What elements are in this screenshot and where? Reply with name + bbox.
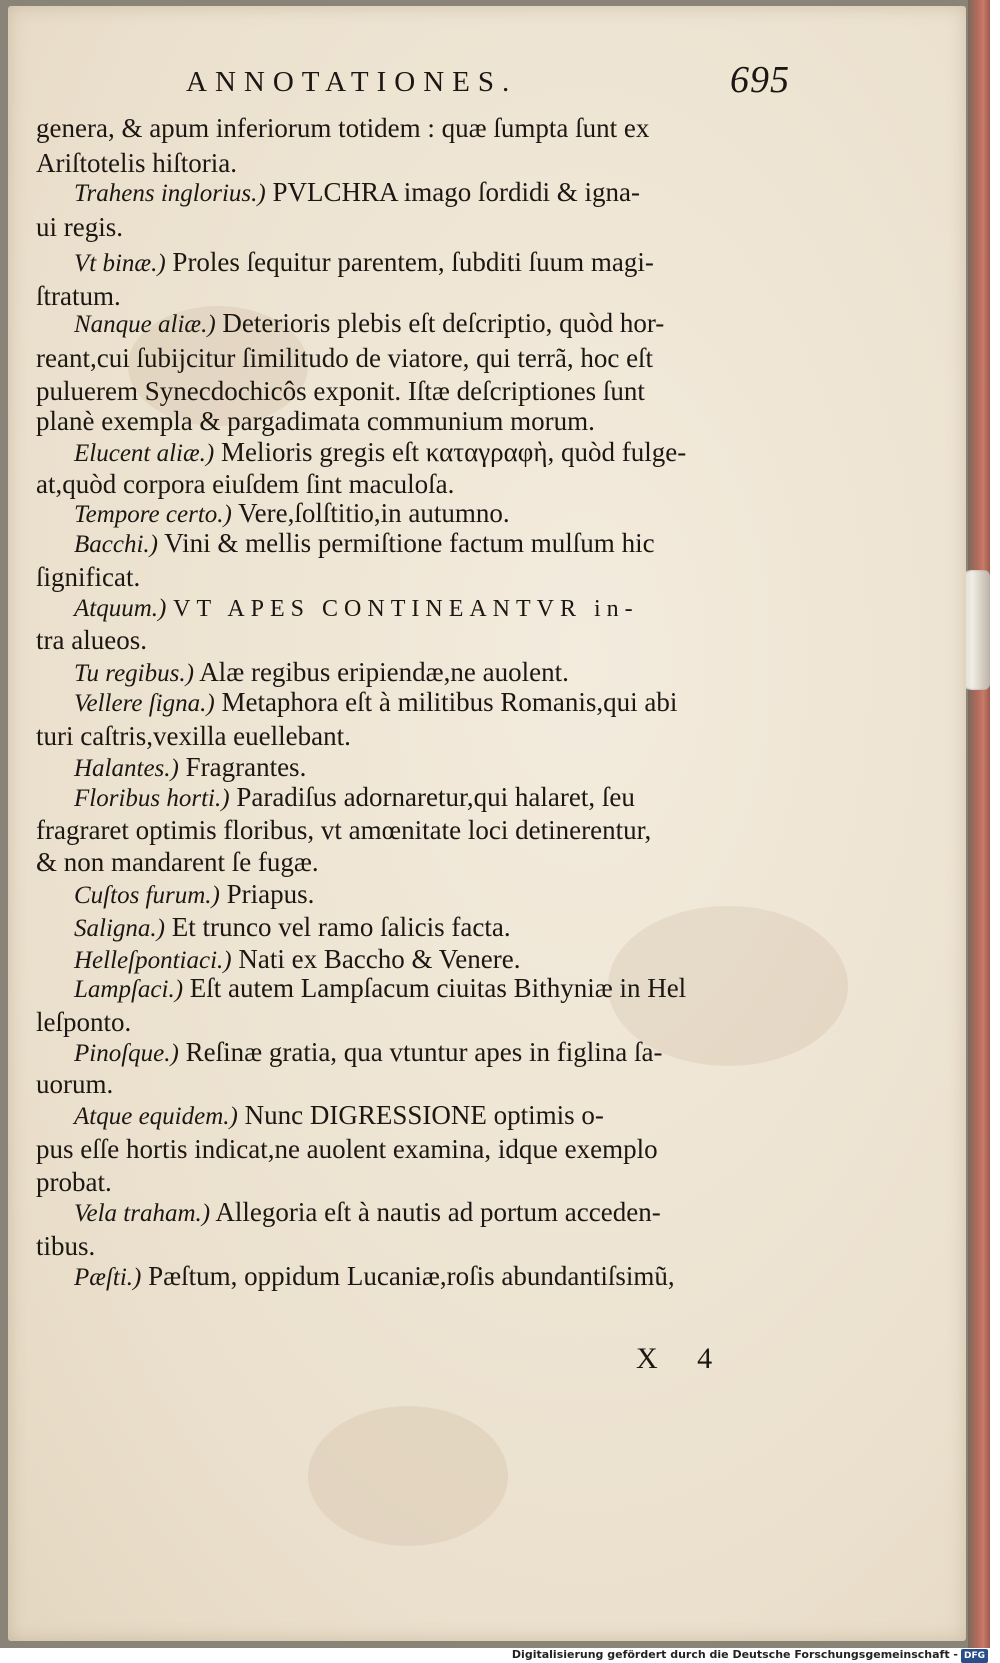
line-text: tra alueos. — [36, 625, 147, 655]
line-text: Fragrantes. — [185, 752, 307, 782]
text-line — [74, 436, 834, 470]
digitization-credit — [512, 1648, 988, 1663]
line-text: Et trunco vel ramo ſalicis facta. — [171, 912, 511, 942]
line-text: pus eſſe hortis indicat,ne auolent examina, idque exemplo — [36, 1134, 658, 1164]
lemma: Cuſtos furum.) — [74, 882, 220, 909]
text-line — [74, 591, 834, 625]
line-text: uorum. — [36, 1069, 114, 1099]
lemma: Atquum.) — [74, 595, 167, 622]
lemma: Vellere ſigna.) — [74, 690, 215, 717]
text-line — [74, 781, 834, 815]
line-text: turi caſtris,vexilla euellebant. — [36, 721, 351, 751]
line-text: Priapus. — [226, 879, 315, 909]
line-text: ſignificat. — [36, 562, 141, 592]
book-page — [8, 6, 966, 1641]
line-text: Pæſtum, oppidum Lucaniæ,roſis abundantiſsimũ, — [148, 1261, 675, 1291]
lemma: Lampſaci.) — [74, 976, 184, 1003]
text-line — [36, 211, 796, 243]
text-line — [74, 176, 834, 210]
line-text: tibus. — [36, 1231, 96, 1261]
lemma: Vela traham.) — [74, 1200, 211, 1227]
text-line — [74, 751, 834, 785]
text-line — [74, 527, 834, 561]
text-line — [36, 1068, 796, 1100]
lemma: Helleſpontiaci.) — [74, 947, 232, 974]
line-text: planè exempla & pargadimata communium morum. — [36, 406, 595, 436]
lemma: Floribus horti.) — [74, 785, 230, 812]
text-line — [36, 1230, 796, 1262]
lemma: Saligna.) — [74, 915, 165, 942]
line-text: probat. — [36, 1167, 112, 1197]
foxing-spot — [308, 1406, 508, 1546]
gathering-signature: X 4 — [636, 1342, 729, 1375]
credit-text: Digitalisierung gefördert durch die Deutsche Forschungsgemeinschaft - — [511, 1648, 958, 1661]
text-line — [74, 497, 834, 531]
text-line — [74, 878, 834, 912]
line-text: Deterioris plebis eſt deſcriptio, quòd hor- — [222, 308, 665, 338]
text-line — [36, 342, 796, 374]
lemma: Nanque aliæ.) — [74, 311, 216, 338]
lemma: Pinoſque.) — [74, 1040, 179, 1067]
text-line — [36, 1166, 796, 1198]
text-line — [36, 375, 796, 407]
line-text: Alæ regibus eripiendæ,ne auolent. — [199, 657, 569, 687]
line-text: genera, & apum inferiorum totidem : quæ ſumpta ſunt ex — [36, 113, 650, 143]
line-text: Vere,ſolſtitio,in autumno. — [238, 498, 510, 528]
lemma: Elucent aliæ.) — [74, 440, 215, 467]
text-line — [74, 656, 834, 690]
line-text: Vini & mellis permiſtione factum mulſum hic — [164, 528, 655, 558]
lemma: Trahens inglorius.) — [74, 180, 266, 207]
text-line — [36, 112, 796, 144]
line-text: at,quòd corpora eiuſdem ſint maculoſa. — [36, 469, 455, 499]
lemma: Bacchi.) — [74, 531, 158, 558]
text-line — [36, 1006, 796, 1038]
text-line — [36, 405, 796, 437]
dfg-logo: DFG — [961, 1649, 988, 1663]
line-text: Ariſtotelis hiſtoria. — [36, 148, 237, 178]
text-line — [36, 147, 796, 179]
line-text: VT APES CONTINEANTVR in- — [173, 596, 639, 622]
line-text: reant,cui ſubijcitur ſimilitudo de viatore, qui terrã, hoc eſt — [36, 343, 654, 373]
line-text: fragraret optimis floribus, vt amœnitate loci detinerentur, — [36, 815, 652, 845]
page-edges — [968, 0, 990, 1648]
line-text: Melioris gregis eſt καταγραφὴ, quòd fulge- — [221, 437, 687, 467]
running-header: ANNOTATIONES. — [186, 66, 518, 98]
text-line — [36, 846, 796, 878]
text-line — [74, 1260, 834, 1294]
lemma: Tempore certo.) — [74, 501, 232, 528]
text-line — [74, 911, 834, 945]
line-text: Nati ex Baccho & Venere. — [238, 944, 521, 974]
text-line — [74, 307, 834, 341]
lemma: Halantes.) — [74, 755, 179, 782]
page-number: 695 — [730, 59, 790, 101]
text-line — [74, 1196, 834, 1230]
line-text: puluerem Synecdochicôs exponit. Iſtæ deſcriptiones ſunt — [36, 376, 645, 406]
line-text: Reſinæ gratia, qua vtuntur apes in figlina ſa- — [185, 1037, 663, 1067]
line-text: ui regis. — [36, 212, 123, 242]
text-line — [74, 1036, 834, 1070]
text-line — [36, 720, 796, 752]
line-text: Proles ſequitur parentem, ſubditi ſuum magi- — [172, 247, 654, 277]
line-text: & non mandarent ſe fugæ. — [36, 847, 319, 877]
lemma: Vt binæ.) — [74, 250, 166, 277]
line-text: Eſt autem Lampſacum ciuitas Bithyniæ in Hel — [189, 973, 687, 1003]
text-line — [36, 468, 796, 500]
line-text: PVLCHRA imago ſordidi & igna- — [272, 177, 640, 207]
line-text: Allegoria eſt à nautis ad portum acceden- — [215, 1197, 661, 1227]
text-line — [36, 814, 796, 846]
lemma: Atque equidem.) — [74, 1103, 238, 1130]
line-text: ſtratum. — [36, 281, 121, 311]
lemma: Pæſti.) — [74, 1264, 142, 1291]
line-text: Metaphora eſt à militibus Romanis,qui abi — [221, 687, 678, 717]
text-line — [74, 972, 834, 1006]
line-text: Paradiſus adornaretur,qui halaret, ſeu — [236, 782, 635, 812]
text-line — [74, 686, 834, 720]
line-text: leſponto. — [36, 1007, 132, 1037]
lemma: Tu regibus.) — [74, 660, 194, 687]
line-text: Nunc DIGRESSIONE optimis o- — [244, 1100, 604, 1130]
text-line — [74, 246, 834, 280]
text-line — [74, 1099, 834, 1133]
text-line — [36, 1133, 796, 1165]
text-line — [36, 561, 796, 593]
text-line — [36, 624, 796, 656]
